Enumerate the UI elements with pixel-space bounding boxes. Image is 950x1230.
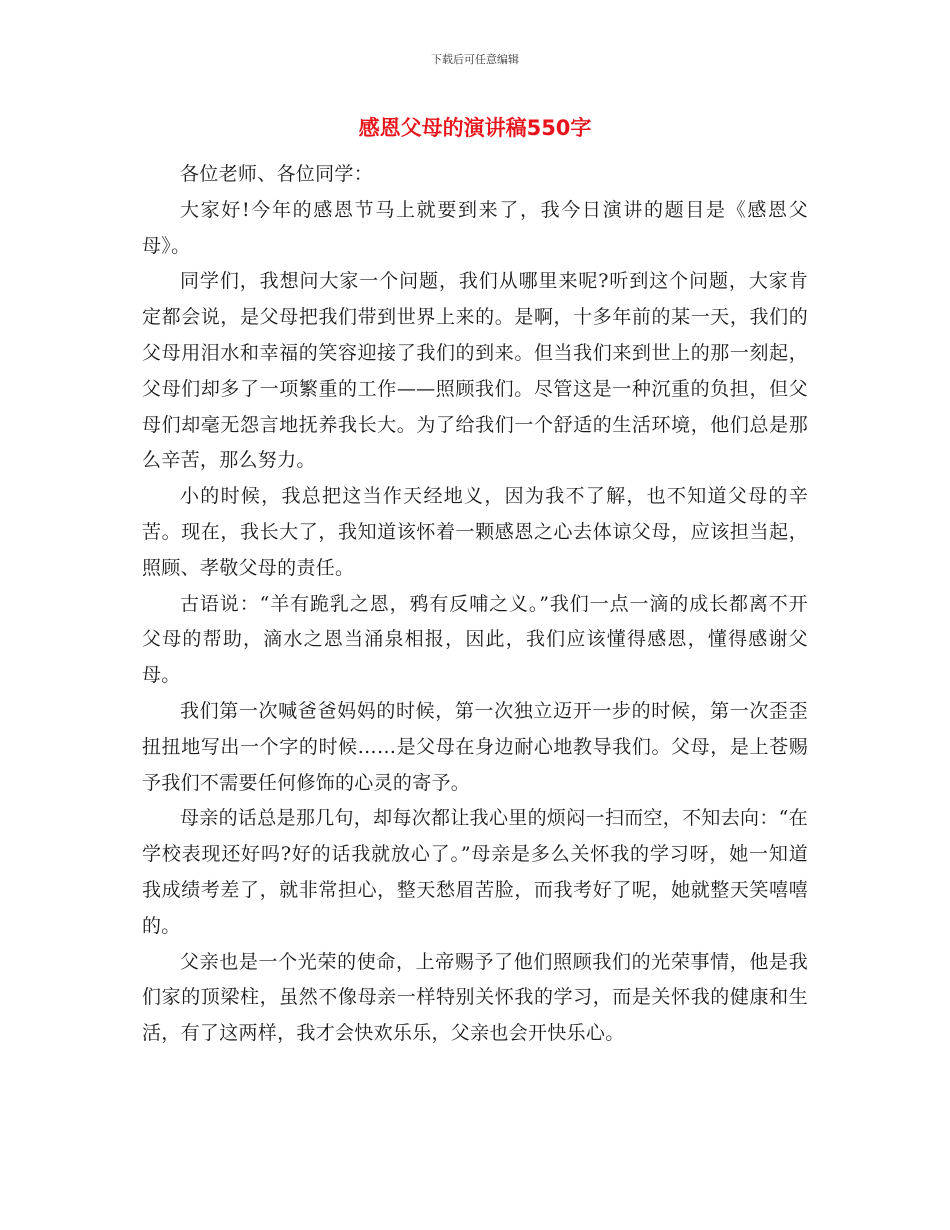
paragraph-childhood: 小的时候，我总把这当作天经地义，因为我不了解，也不知道父母的辛苦。现在，我长大了，我知道该怀着一颗感恩之心去体谅父母，应该担当起，照顾、孝敬父母的责任。 (142, 485, 808, 579)
document-title: 感恩父母的演讲稿550字 (358, 116, 592, 140)
paragraph-greeting: 各位老师、各位同学： (180, 163, 374, 185)
paragraph-intro: 大家好!今年的感恩节马上就要到来了，我今日演讲的题目是《感恩父母》。 (142, 198, 808, 257)
paragraph-proverb: 古语说：“羊有跪乳之恩，鸦有反哺之义。”我们一点一滴的成长都离不开父母的帮助，滴水之恩当涌泉相报，因此，我们应该懂得感恩，懂得感谢父母。 (142, 592, 808, 687)
paragraph-father: 父亲也是一个光荣的使命，上帝赐予了他们照顾我们的光荣事情，他是我们家的顶梁柱，虽然不像母亲一样特别关怀我的学习，而是关怀我的健康和生活，有了这两样，我才会快欢乐乐，父亲也会开快乐心。 (142, 950, 808, 1045)
paragraph-origin: 同学们，我想问大家一个问题，我们从哪里来呢?听到这个问题，大家肯定都会说，是父母把我们带到世界上来的。是啊，十多年前的某一天，我们的父母用泪水和幸福的笑容迎接了我们的到来。但当我们来到世上的那一刻起，父母们却多了一项繁重的工作——照顾我们。尽管这是一种沉重的负担，但父母们却毫无怨言地抚养我长大。为了给我们一个舒适的生活环境，他们总是那么辛苦，那么努力。 (142, 270, 808, 472)
page-header-note: 下载后可任意编辑 (431, 53, 519, 66)
paragraph-firsts: 我们第一次喊爸爸妈妈的时候，第一次独立迈开一步的时候，第一次歪歪扭扭地写出一个字的时候……是父母在身边耐心地教导我们。父母，是上苍赐予我们不需要任何修饰的心灵的寄予。 (142, 699, 808, 794)
document-body (142, 157, 808, 1052)
paragraph-mother: 母亲的话总是那几句，却每次都让我心里的烦闷一扫而空，不知去向：“在学校表现还好吗?好的话我就放心了。”母亲是多么关怀我的学习呀，她一知道我成绩考差了，就非常担心，整天愁眉苦脸，而我考好了呢，她就整天笑嘻嘻的。 (142, 807, 808, 937)
